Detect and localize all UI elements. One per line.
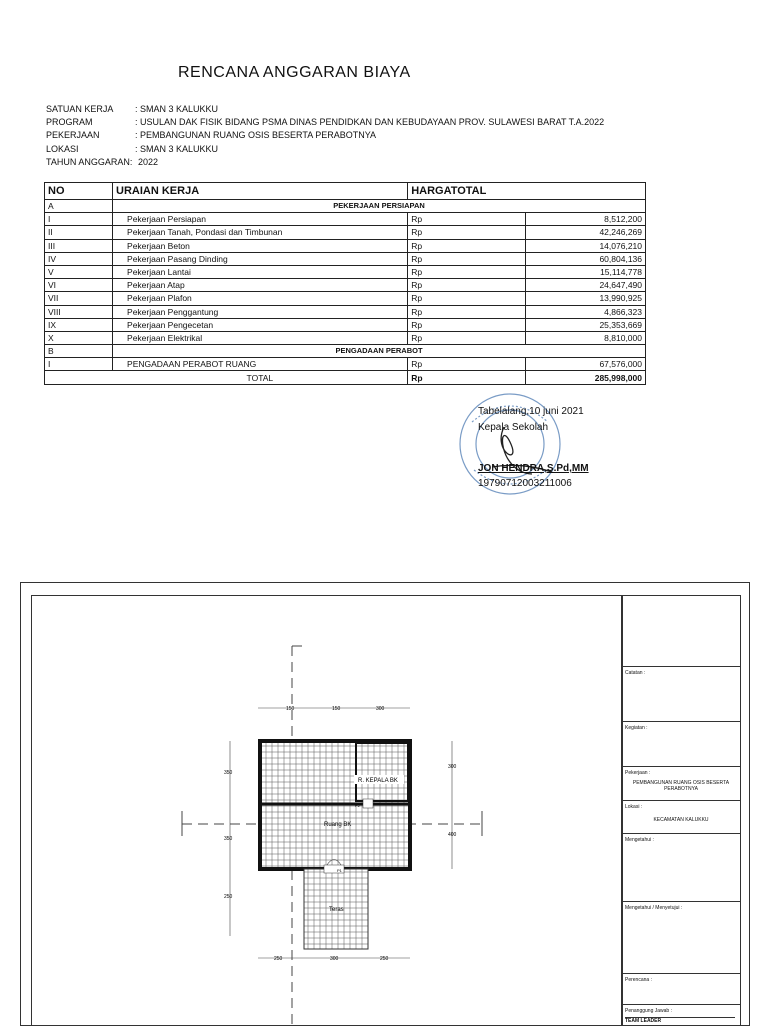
- table-row: [45, 265, 646, 278]
- tb-team-leader: TEAM LEADER: [625, 1017, 735, 1024]
- row-no: VIII: [45, 305, 113, 318]
- tb-penanggung-label: Penanggung Jawab :: [625, 1008, 672, 1014]
- drawing-area: [31, 595, 623, 1026]
- meta-key: TAHUN ANGGARAN:: [46, 157, 133, 167]
- header-no: NO: [45, 183, 113, 200]
- row-no: II: [45, 226, 113, 239]
- row-no: I: [45, 213, 113, 226]
- dim-top: 150: [332, 706, 341, 712]
- tb-mengetahui-label: Mengetahui :: [625, 837, 654, 843]
- tb-menyetujui: [622, 901, 740, 974]
- dim-bottom: 300: [330, 956, 339, 962]
- row-no: I: [45, 358, 113, 371]
- row-value: 14,076,210: [525, 239, 646, 252]
- row-uraian: Pekerjaan Beton: [113, 239, 408, 252]
- row-no: IX: [45, 318, 113, 331]
- row-value: 4,866,323: [525, 305, 646, 318]
- tb-lokasi-value: KECAMATAN KALUKKU: [653, 817, 709, 823]
- tb-kegiatan: [622, 721, 740, 767]
- tb-catatan-label: Catatan :: [625, 670, 646, 676]
- meta-key: SATUAN KERJA: [46, 104, 114, 114]
- budget-table: [44, 182, 646, 385]
- section-no: A: [45, 200, 113, 213]
- dim-left: 350: [224, 836, 233, 842]
- tb-lokasi-label: Lokasi :: [625, 804, 643, 810]
- tb-catatan: [622, 666, 740, 722]
- table-row: [45, 358, 646, 371]
- row-uraian: Pekerjaan Penggantung: [113, 305, 408, 318]
- table-row: [45, 318, 646, 331]
- title-block: [621, 595, 741, 1026]
- table-row: [45, 292, 646, 305]
- room-label-ruang: Ruang BK: [324, 822, 352, 828]
- section-row: [45, 200, 646, 213]
- door-label-p1: P1: [337, 868, 342, 873]
- section-label: PEKERJAAN PERSIAPAN: [113, 200, 646, 213]
- row-no: VI: [45, 279, 113, 292]
- row-no: IV: [45, 252, 113, 265]
- header-uraian: URAIAN KERJA: [113, 183, 408, 200]
- meta-value: : SMAN 3 KALUKKU: [135, 104, 219, 114]
- row-value: 13,990,925: [525, 292, 646, 305]
- row-rp: Rp: [408, 265, 525, 278]
- row-uraian: Pekerjaan Persiapan: [113, 213, 408, 226]
- row-no: III: [45, 239, 113, 252]
- dim-right: 300: [448, 764, 457, 770]
- row-no: V: [45, 265, 113, 278]
- sign-role: Kepala Sekolah: [478, 422, 549, 433]
- table-row: [45, 226, 646, 239]
- sign-nip: 19790712003211006: [478, 478, 572, 489]
- dim-bottom: 250: [274, 956, 283, 962]
- row-rp: Rp: [408, 239, 525, 252]
- row-value: 60,804,136: [525, 252, 646, 265]
- meta-key: PROGRAM: [46, 117, 93, 127]
- section-no: B: [45, 345, 113, 358]
- row-value: 15,114,778: [525, 265, 646, 278]
- tb-perencana-label: Perencana :: [625, 977, 652, 983]
- section-row: [45, 345, 646, 358]
- row-uraian: Pekerjaan Pasang Dinding: [113, 252, 408, 265]
- row-value: 8,810,000: [525, 331, 646, 344]
- table-row: [45, 252, 646, 265]
- meta-value: : USULAN DAK FISIK BIDANG PSMA DINAS PENDIDKAN DAN KEBUDAYAAN PROV. SULAWESI BARAT T.A.2022: [135, 117, 605, 127]
- tb-pekerjaan: [622, 766, 740, 801]
- table-row: [45, 331, 646, 344]
- table-header-row: [45, 183, 646, 200]
- row-uraian: Pekerjaan Atap: [113, 279, 408, 292]
- total-label: TOTAL: [113, 371, 408, 384]
- floor-plan-drawing: [32, 596, 622, 1026]
- row-value: 42,246,269: [525, 226, 646, 239]
- door-p2: [363, 799, 373, 808]
- total-value: 285,998,000: [525, 371, 646, 384]
- row-rp: Rp: [408, 226, 525, 239]
- room-kepala: [356, 743, 408, 801]
- meta-key: PEKERJAAN: [46, 130, 100, 140]
- tb-pekerjaan-label: Pekerjaan :: [625, 770, 651, 776]
- row-rp: Rp: [408, 358, 525, 371]
- meta-value: : SMAN 3 KALUKKU: [135, 144, 219, 154]
- tb-pekerjaan-value: PEMBANGUNAN RUANG OSIS BESERTA PERABOTNYA: [632, 780, 730, 792]
- dim-right: 400: [448, 832, 457, 838]
- tb-lokasi: [622, 800, 740, 834]
- table-row: [45, 279, 646, 292]
- row-value: 8,512,200: [525, 213, 646, 226]
- row-uraian: Pekerjaan Lantai: [113, 265, 408, 278]
- section-label: PENGADAAN PERABOT: [113, 345, 646, 358]
- row-no: X: [45, 331, 113, 344]
- table-row: [45, 239, 646, 252]
- dim-left: 250: [224, 894, 233, 900]
- row-uraian: Pekerjaan Plafon: [113, 292, 408, 305]
- row-rp: Rp: [408, 279, 525, 292]
- row-no: VII: [45, 292, 113, 305]
- row-uraian: Pekerjaan Elektrikal: [113, 331, 408, 344]
- meta-value: : PEMBANGUNAN RUANG OSIS BESERTA PERABOTNYA: [135, 130, 377, 140]
- dim-left: 350: [224, 770, 233, 776]
- table-row: [45, 305, 646, 318]
- sign-place-date: Tabelalang,10 juni 2021: [478, 406, 584, 417]
- header-harga: HARGATOTAL: [408, 183, 646, 200]
- row-rp: Rp: [408, 331, 525, 344]
- row-value: 25,353,669: [525, 318, 646, 331]
- room-label-kepala: R. KEPALA BK: [358, 778, 398, 784]
- room-label-teras: Teras: [329, 907, 344, 913]
- row-uraian: Pekerjaan Pengecetan: [113, 318, 408, 331]
- row-value: 24,647,490: [525, 279, 646, 292]
- row-rp: Rp: [408, 318, 525, 331]
- row-rp: Rp: [408, 292, 525, 305]
- meta-key: LOKASI: [46, 144, 79, 154]
- tb-kegiatan-label: Kegiatan :: [625, 725, 648, 731]
- row-rp: Rp: [408, 252, 525, 265]
- page-title: RENCANA ANGGARAN BIAYA: [178, 64, 411, 81]
- row-rp: Rp: [408, 213, 525, 226]
- meta-block: [46, 103, 746, 169]
- tb-perencana: [622, 973, 740, 1005]
- row-uraian: Pekerjaan Tanah, Pondasi dan Timbunan: [113, 226, 408, 239]
- sign-name: JON HENDRA,S.Pd,MM: [478, 463, 589, 474]
- dim-top: 300: [376, 706, 385, 712]
- floor-plan-sheet: [20, 582, 750, 1026]
- door-label-p2: P2: [355, 803, 360, 808]
- row-uraian: PENGADAAN PERABOT RUANG: [113, 358, 408, 371]
- dim-bottom: 250: [380, 956, 389, 962]
- table-row: [45, 213, 646, 226]
- meta-value: 2022: [138, 157, 159, 167]
- row-rp: Rp: [408, 305, 525, 318]
- tb-menyetujui-label: Mengetahui / Menyetujui :: [625, 905, 683, 911]
- dim-top: 150: [286, 706, 295, 712]
- total-row: [45, 371, 646, 384]
- tb-mengetahui: [622, 833, 740, 902]
- total-rp: Rp: [408, 371, 525, 384]
- row-value: 67,576,000: [525, 358, 646, 371]
